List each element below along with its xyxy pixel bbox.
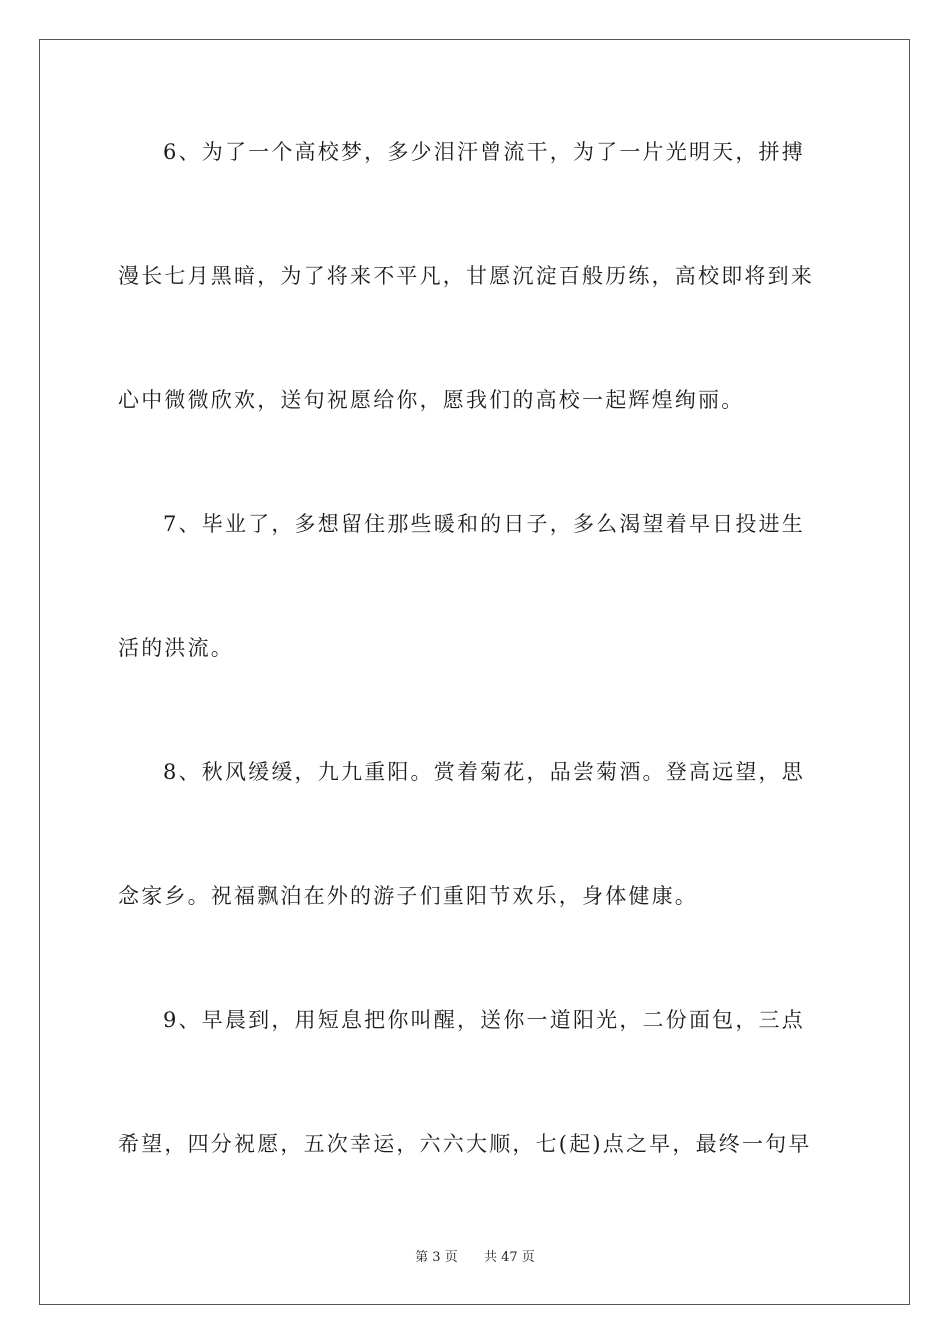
paragraph-6-line-1: 6、为了一个高校梦，多少泪汗曾流干，为了一片光明天，拼搏 — [163, 140, 805, 164]
paragraph-9-line-2: 希望，四分祝愿，五次幸运，六六大顺，七(起)点之早，最终一句早 — [118, 1132, 812, 1156]
paragraph-6-line-2: 漫长七月黑暗，为了将来不平凡，甘愿沉淀百般历练，高校即将到来 — [118, 264, 814, 288]
paragraph-7-line-1: 7、毕业了，多想留住那些暖和的日子，多么渴望着早日投进生 — [163, 512, 805, 536]
paragraph-8-line-1: 8、秋风缓缓，九九重阳。赏着菊花，品尝菊酒。登高远望，思 — [163, 760, 805, 784]
paragraph-7-line-2: 活的洪流。 — [118, 636, 234, 660]
paragraph-9-line-1: 9、早晨到，用短息把你叫醒，送你一道阳光，二份面包，三点 — [163, 1008, 805, 1032]
paragraph-8-line-2: 念家乡。祝福飘泊在外的游子们重阳节欢乐，身体健康。 — [118, 884, 698, 908]
total-pages: 共 47 页 — [484, 1250, 535, 1265]
page-number: 第 3 页 — [415, 1250, 458, 1265]
paragraph-6-line-3: 心中微微欣欢，送句祝愿给你，愿我们的高校一起辉煌绚丽。 — [118, 388, 745, 412]
page-footer — [0, 1246, 950, 1265]
page-border — [39, 39, 910, 1305]
